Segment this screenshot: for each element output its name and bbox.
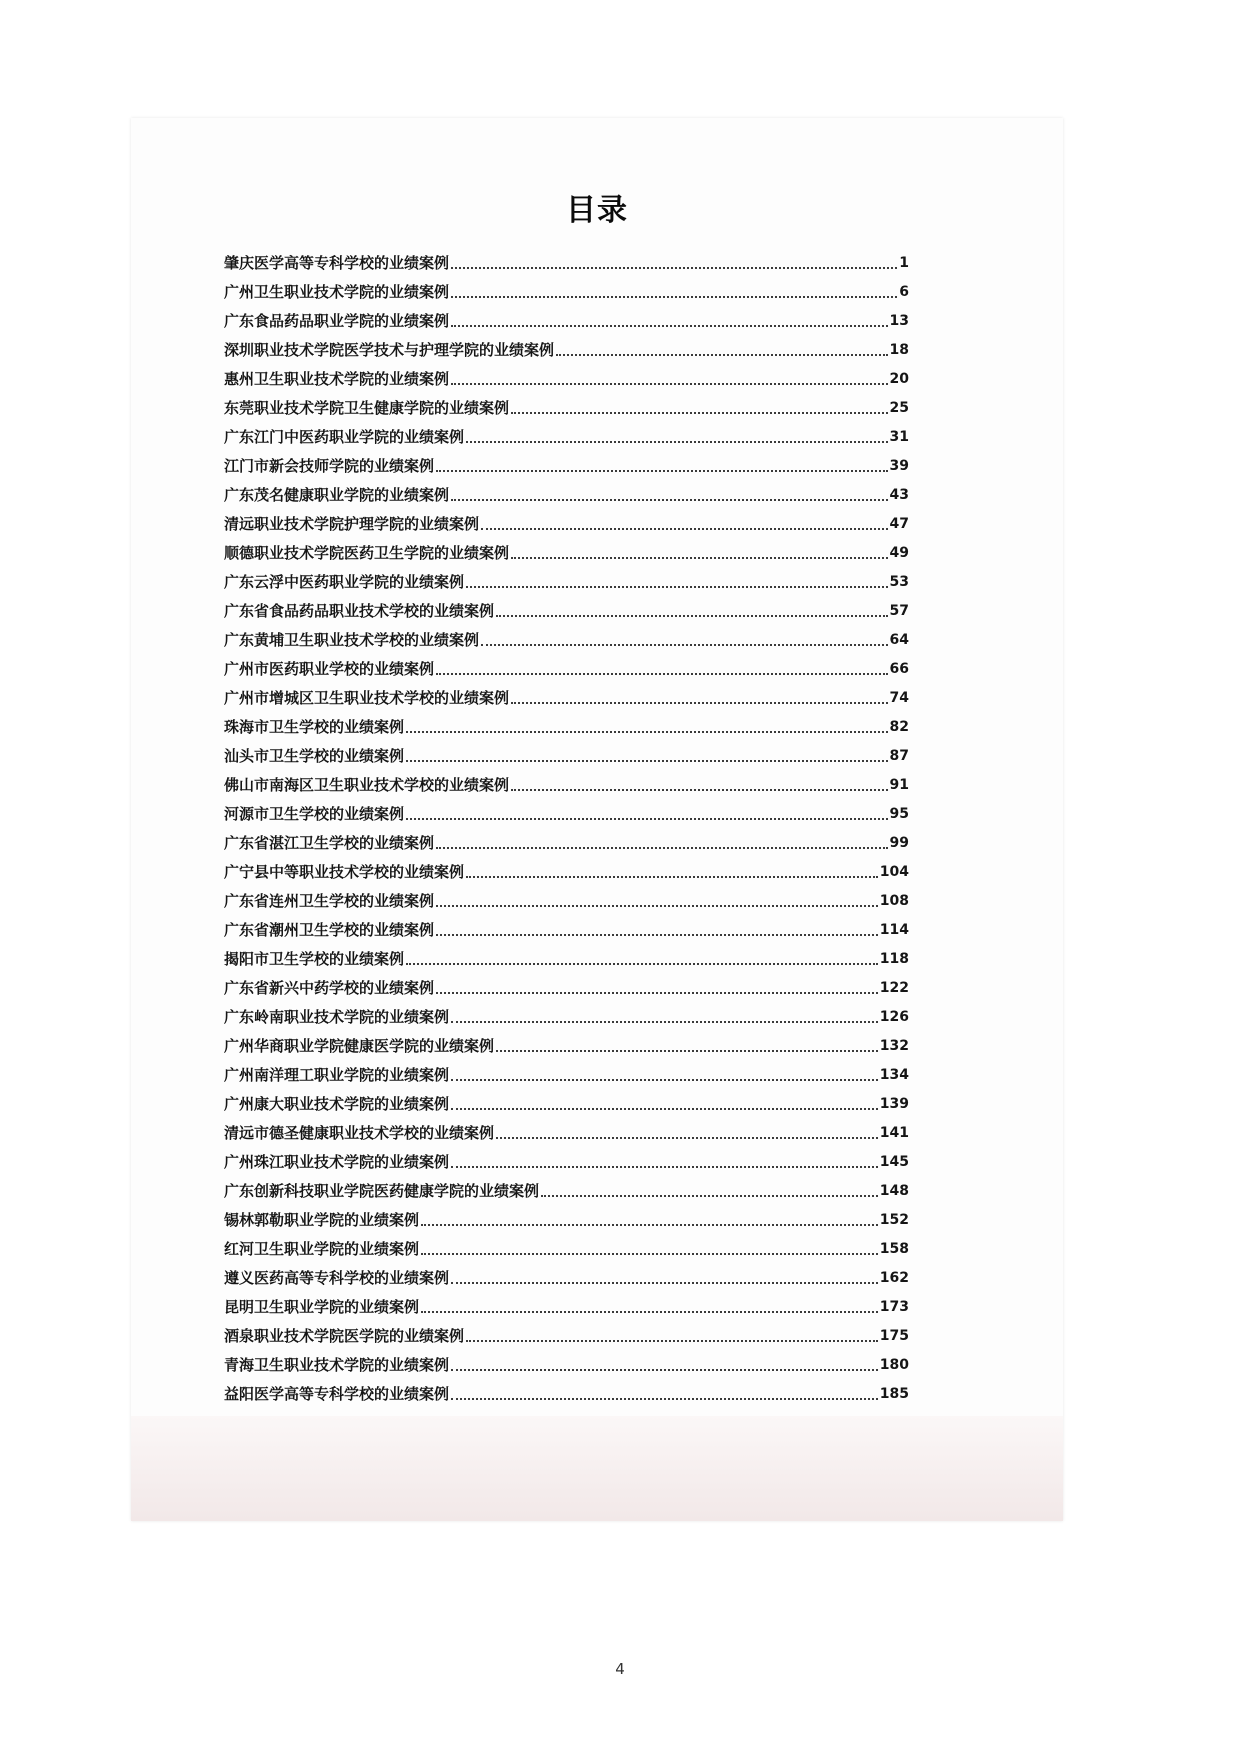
toc-entry-page: 152 — [879, 1212, 909, 1228]
dot-leader — [451, 1369, 878, 1371]
toc-entry-page: 99 — [889, 835, 909, 851]
toc-entry[interactable] — [224, 1259, 909, 1288]
toc-entry[interactable] — [224, 534, 909, 563]
toc-entry-title: 广东省潮州卫生学校的业绩案例 — [224, 921, 435, 939]
toc-entry[interactable] — [224, 1172, 909, 1201]
toc-title: 目录 — [566, 193, 628, 228]
toc-entry-page: 20 — [889, 371, 909, 387]
dot-leader — [511, 789, 888, 791]
toc-entry[interactable] — [224, 998, 909, 1027]
dot-leader — [451, 296, 897, 298]
dot-leader — [436, 470, 888, 472]
dot-leader — [406, 760, 888, 762]
toc-entry-title: 青海卫生职业技术学院的业绩案例 — [224, 1356, 450, 1374]
dot-leader — [451, 499, 888, 501]
toc-entry-title: 广东省连州卫生学校的业绩案例 — [224, 892, 435, 910]
toc-entry[interactable] — [224, 1201, 909, 1230]
dot-leader — [466, 1340, 878, 1342]
toc-entry-title: 锡林郭勒职业学院的业绩案例 — [224, 1211, 420, 1229]
toc-entry-page: 148 — [879, 1183, 909, 1199]
toc-entry[interactable] — [224, 563, 909, 592]
dot-leader — [421, 1311, 878, 1313]
toc-entry-title: 广州华商职业学院健康医学院的业绩案例 — [224, 1037, 495, 1055]
toc-entry-title: 广州市增城区卫生职业技术学校的业绩案例 — [224, 689, 510, 707]
toc-entry-title: 广州康大职业技术学院的业绩案例 — [224, 1095, 450, 1113]
dot-leader — [436, 992, 878, 994]
dot-leader — [406, 818, 888, 820]
toc-entry[interactable] — [224, 708, 909, 737]
toc-entry-page: 66 — [889, 661, 909, 677]
toc-entry-page: 141 — [879, 1125, 909, 1141]
toc-entry-title: 遵义医药高等专科学校的业绩案例 — [224, 1269, 450, 1287]
scanned-toc-sheet — [131, 118, 1063, 1521]
toc-entry-page: 53 — [889, 574, 909, 590]
toc-entry-title: 清远职业技术学院护理学院的业绩案例 — [224, 515, 480, 533]
toc-entry-page: 6 — [899, 284, 909, 300]
toc-entry[interactable] — [224, 1375, 909, 1404]
toc-entry[interactable] — [224, 795, 909, 824]
toc-entry[interactable] — [224, 1346, 909, 1375]
toc-entry[interactable] — [224, 592, 909, 621]
toc-entry-title: 深圳职业技术学院医学技术与护理学院的业绩案例 — [224, 341, 555, 359]
toc-entry-page: 185 — [879, 1386, 909, 1402]
toc-entry-page: 175 — [879, 1328, 909, 1344]
toc-entry[interactable] — [224, 1056, 909, 1085]
toc-entry-page: 126 — [879, 1009, 909, 1025]
toc-entry-title: 广东岭南职业技术学院的业绩案例 — [224, 1008, 450, 1026]
toc-entry-page: 95 — [889, 806, 909, 822]
dot-leader — [406, 963, 878, 965]
toc-entry-title: 益阳医学高等专科学校的业绩案例 — [224, 1385, 450, 1403]
toc-entry-page: 173 — [879, 1299, 909, 1315]
toc-entry-title: 广东茂名健康职业学院的业绩案例 — [224, 486, 450, 504]
toc-entry-page: 91 — [889, 777, 909, 793]
toc-entry-title: 惠州卫生职业技术学院的业绩案例 — [224, 370, 450, 388]
toc-entry[interactable] — [224, 650, 909, 679]
toc-entry-title: 广东省食品药品职业技术学校的业绩案例 — [224, 602, 495, 620]
toc-entry-title: 广东省新兴中药学校的业绩案例 — [224, 979, 435, 997]
toc-entry[interactable] — [224, 911, 909, 940]
dot-leader — [496, 615, 888, 617]
toc-entry[interactable] — [224, 244, 909, 273]
toc-list — [224, 244, 909, 1404]
toc-entry[interactable] — [224, 302, 909, 331]
toc-entry-title: 河源市卫生学校的业绩案例 — [224, 805, 405, 823]
toc-entry-page: 118 — [879, 951, 909, 967]
dot-leader — [541, 1195, 878, 1197]
toc-entry[interactable] — [224, 853, 909, 882]
toc-entry-title: 广东创新科技职业学院医药健康学院的业绩案例 — [224, 1182, 540, 1200]
toc-entry-page: 25 — [889, 400, 909, 416]
toc-entry[interactable] — [224, 766, 909, 795]
toc-entry[interactable] — [224, 447, 909, 476]
dot-leader — [436, 673, 888, 675]
dot-leader — [421, 1224, 878, 1226]
toc-entry-page: 162 — [879, 1270, 909, 1286]
toc-entry[interactable] — [224, 1114, 909, 1143]
toc-entry[interactable] — [224, 273, 909, 302]
toc-entry[interactable] — [224, 331, 909, 360]
toc-entry-title: 东莞职业技术学院卫生健康学院的业绩案例 — [224, 399, 510, 417]
toc-entry-title: 广东食品药品职业学院的业绩案例 — [224, 312, 450, 330]
toc-entry-page: 18 — [889, 342, 909, 358]
toc-entry-page: 64 — [889, 632, 909, 648]
toc-entry[interactable] — [224, 418, 909, 447]
toc-entry-page: 49 — [889, 545, 909, 561]
toc-entry-page: 31 — [889, 429, 909, 445]
toc-entry[interactable] — [224, 1230, 909, 1259]
toc-entry-title: 揭阳市卫生学校的业绩案例 — [224, 950, 405, 968]
toc-entry-page: 114 — [879, 922, 909, 938]
toc-entry-title: 肇庆医学高等专科学校的业绩案例 — [224, 254, 450, 272]
dot-leader — [481, 528, 888, 530]
toc-entry[interactable] — [224, 505, 909, 534]
dot-leader — [511, 702, 888, 704]
toc-entry-title: 佛山市南海区卫生职业技术学校的业绩案例 — [224, 776, 510, 794]
dot-leader — [481, 644, 888, 646]
dot-leader — [451, 1021, 878, 1023]
toc-entry-page: 57 — [889, 603, 909, 619]
toc-entry[interactable] — [224, 1288, 909, 1317]
dot-leader — [511, 557, 888, 559]
toc-entry[interactable] — [224, 679, 909, 708]
toc-entry[interactable] — [224, 824, 909, 853]
dot-leader — [496, 1050, 878, 1052]
toc-entry-page: 145 — [879, 1154, 909, 1170]
toc-entry-page: 87 — [889, 748, 909, 764]
dot-leader — [436, 847, 888, 849]
page-number: 4 — [615, 1660, 625, 1678]
toc-entry[interactable] — [224, 940, 909, 969]
toc-entry[interactable] — [224, 1317, 909, 1346]
toc-entry[interactable] — [224, 882, 909, 911]
toc-entry-page: 39 — [889, 458, 909, 474]
toc-entry-title: 广州市医药职业学校的业绩案例 — [224, 660, 435, 678]
toc-entry[interactable] — [224, 389, 909, 418]
toc-entry-page: 134 — [879, 1067, 909, 1083]
toc-entry-page: 43 — [889, 487, 909, 503]
toc-entry[interactable] — [224, 360, 909, 389]
dot-leader — [451, 1166, 878, 1168]
dot-leader — [451, 325, 888, 327]
dot-leader — [436, 905, 878, 907]
toc-entry-title: 广东省湛江卫生学校的业绩案例 — [224, 834, 435, 852]
toc-entry-title: 红河卫生职业学院的业绩案例 — [224, 1240, 420, 1258]
dot-leader — [436, 934, 878, 936]
dot-leader — [451, 1108, 878, 1110]
dot-leader — [511, 412, 888, 414]
toc-entry-title: 广州卫生职业技术学院的业绩案例 — [224, 283, 450, 301]
toc-entry-page: 74 — [889, 690, 909, 706]
toc-entry-page: 180 — [879, 1357, 909, 1373]
toc-entry-page: 104 — [879, 864, 909, 880]
toc-entry-title: 汕头市卫生学校的业绩案例 — [224, 747, 405, 765]
toc-entry-title: 江门市新会技师学院的业绩案例 — [224, 457, 435, 475]
toc-entry[interactable] — [224, 621, 909, 650]
toc-entry-page: 82 — [889, 719, 909, 735]
toc-entry-title: 酒泉职业技术学院医学院的业绩案例 — [224, 1327, 465, 1345]
dot-leader — [556, 354, 888, 356]
dot-leader — [466, 876, 878, 878]
toc-entry-title: 顺德职业技术学院医药卫生学院的业绩案例 — [224, 544, 510, 562]
toc-entry[interactable] — [224, 1085, 909, 1114]
toc-entry-page: 158 — [879, 1241, 909, 1257]
scan-bottom-band — [131, 1416, 1063, 1521]
toc-entry-page: 13 — [889, 313, 909, 329]
toc-entry-page: 139 — [879, 1096, 909, 1112]
toc-entry-page: 1 — [899, 255, 909, 271]
toc-entry-title: 广州南洋理工职业学院的业绩案例 — [224, 1066, 450, 1084]
toc-entry-title: 昆明卫生职业学院的业绩案例 — [224, 1298, 420, 1316]
toc-entry-title: 广宁县中等职业技术学校的业绩案例 — [224, 863, 465, 881]
toc-entry[interactable] — [224, 1143, 909, 1172]
toc-entry-title: 广州珠江职业技术学院的业绩案例 — [224, 1153, 450, 1171]
dot-leader — [466, 586, 888, 588]
toc-entry-title: 珠海市卫生学校的业绩案例 — [224, 718, 405, 736]
toc-entry-title: 广东黄埔卫生职业技术学校的业绩案例 — [224, 631, 480, 649]
toc-entry[interactable] — [224, 737, 909, 766]
toc-entry-title: 清远市德圣健康职业技术学校的业绩案例 — [224, 1124, 495, 1142]
dot-leader — [451, 1079, 878, 1081]
toc-entry-page: 47 — [889, 516, 909, 532]
toc-entry-page: 132 — [879, 1038, 909, 1054]
toc-entry[interactable] — [224, 969, 909, 998]
toc-entry[interactable] — [224, 476, 909, 505]
toc-entry-title: 广东江门中医药职业学院的业绩案例 — [224, 428, 465, 446]
toc-entry-page: 122 — [879, 980, 909, 996]
dot-leader — [451, 1398, 878, 1400]
dot-leader — [451, 1282, 878, 1284]
toc-entry[interactable] — [224, 1027, 909, 1056]
dot-leader — [451, 267, 897, 269]
toc-entry-title: 广东云浮中医药职业学院的业绩案例 — [224, 573, 465, 591]
dot-leader — [451, 383, 888, 385]
dot-leader — [466, 441, 888, 443]
dot-leader — [406, 731, 888, 733]
dot-leader — [496, 1137, 878, 1139]
toc-entry-page: 108 — [879, 893, 909, 909]
dot-leader — [421, 1253, 878, 1255]
